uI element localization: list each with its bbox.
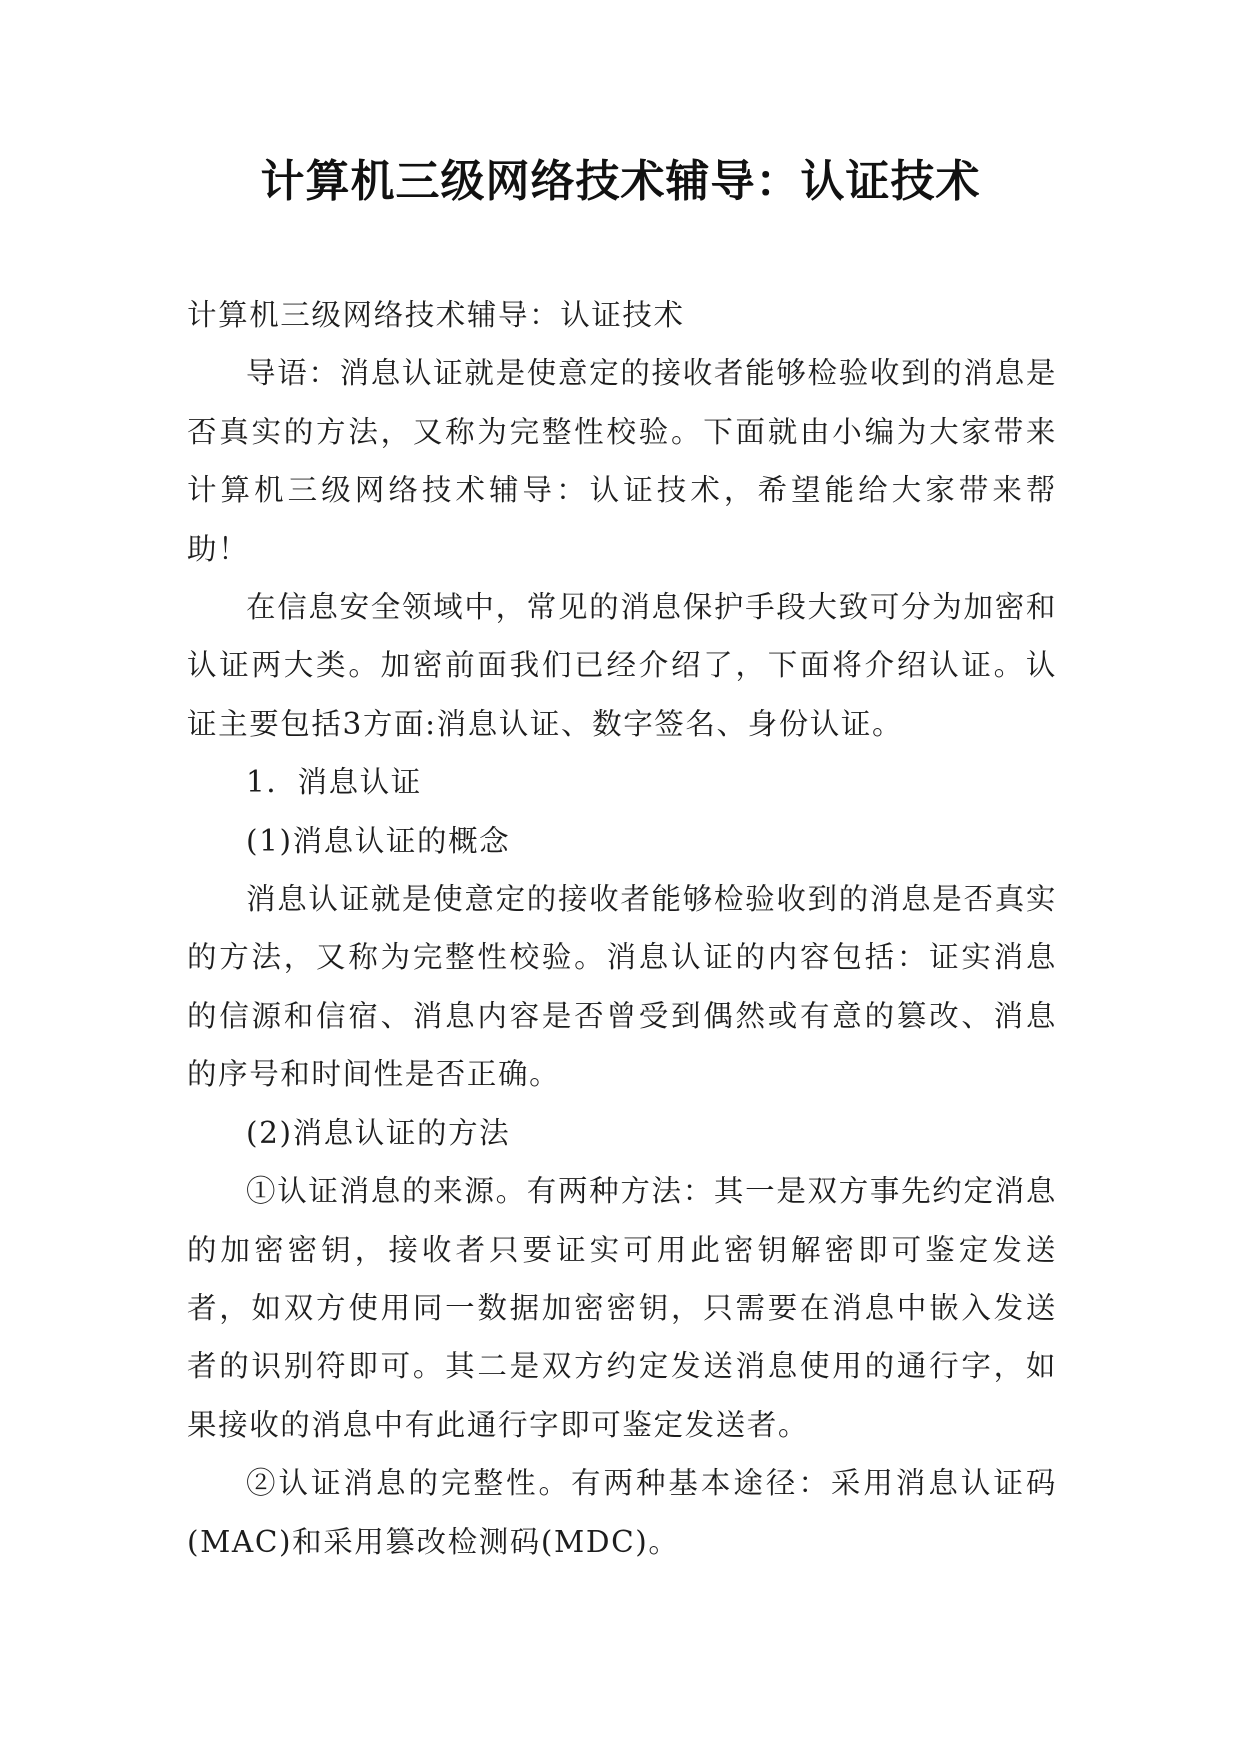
- subsection-heading-concept: (1)消息认证的概念: [246, 823, 511, 858]
- paragraph-method-source: ①认证消息的来源。有两种方法：其一是双方事先约定消息的加密密钥，接收者只要证实可用此密钥解密即可鉴定发送者，如双方使用同一数据加密密钥，只需要在消息中嵌入发送者的识别符即可。其二是双方约定发送消息使用的通行字，如果接收的消息中有此通行字即可鉴定发送者。: [187, 1174, 1057, 1442]
- subsection-heading-methods: (2)消息认证的方法: [246, 1115, 511, 1150]
- document-title: 计算机三级网络技术辅导：认证技术: [260, 156, 981, 207]
- section-heading-message-auth: 1．消息认证: [246, 765, 422, 800]
- paragraph-heading-repeat: 计算机三级网络技术辅导：认证技术: [187, 298, 685, 332]
- paragraph-intro: 导语：消息认证就是使意定的接收者能够检验收到的消息是否真实的方法，又称为完整性校验。下面就由小编为大家带来计算机三级网络技术辅导：认证技术，希望能给大家带来帮助！: [187, 356, 1057, 566]
- document-body: [187, 286, 1057, 1571]
- paragraph-method-integrity: ②认证消息的完整性。有两种基本途径：采用消息认证码(MAC)和采用篡改检测码(MDC)。: [187, 1466, 1057, 1559]
- paragraph-overview: 在信息安全领域中，常见的消息保护手段大致可分为加密和认证两大类。加密前面我们已经介绍了，下面将介绍认证。认证主要包括3方面:消息认证、数字签名、身份认证。: [187, 590, 1057, 741]
- paragraph-concept: 消息认证就是使意定的接收者能够检验收到的消息是否真实的方法，又称为完整性校验。消息认证的内容包括：证实消息的信源和信宿、消息内容是否曾受到偶然或有意的篡改、消息的序号和时间性是否正确。: [187, 882, 1057, 1092]
